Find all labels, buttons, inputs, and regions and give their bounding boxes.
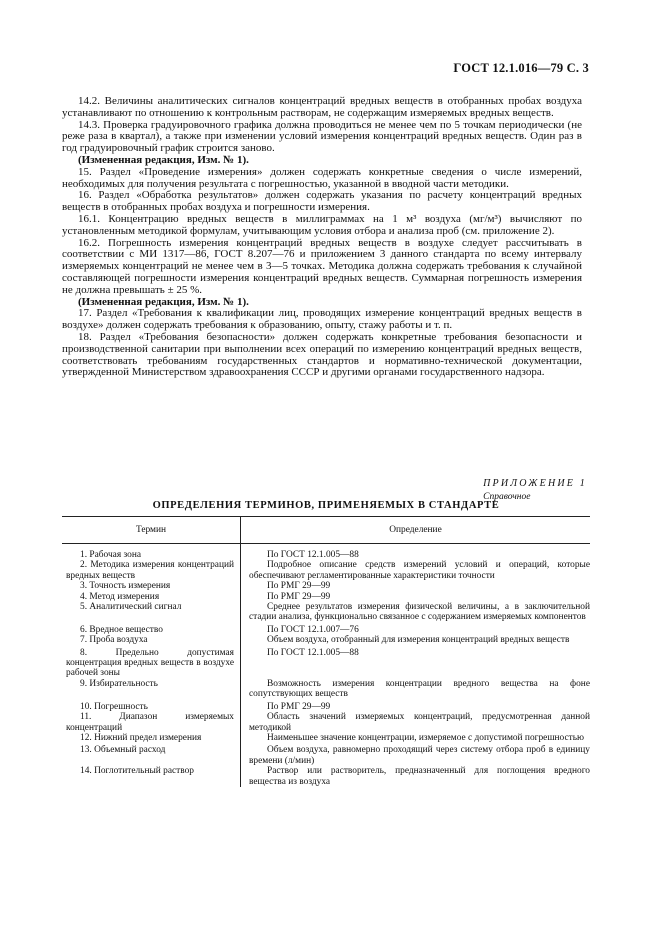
paragraph-18: 18. Раздел «Требования безопасности» должен содержать конкретные требования безопасности и производственной санитарии при выполнении всех операций по измерению концентраций вредных веществ, соответствовать требованиям государственных стандартов и нормативно-технической документации, утвержденной Министерством здравоохранения СССР и другими органами государственного надзора.	[62, 330, 582, 379]
term-cell: 4. Метод измерения	[62, 592, 241, 602]
paragraph-14-2: 14.2. Величины аналитических сигналов концентраций вредных веществ в отобранных пробах воздуха устанавливают по отношению к контрольным растворам, не содержащим измеряемых вредных веществ.	[62, 95, 582, 119]
amendment-note: (Измененная редакция, Изм. № 1).	[78, 153, 249, 166]
table-row	[62, 766, 590, 787]
term-cell: 10. Погрешность	[62, 700, 241, 712]
term-cell: 8. Предельно допустимая концентрация вредных веществ в воздухе рабочей зоны	[62, 646, 241, 679]
definition-cell: По РМГ 29—99	[267, 591, 331, 602]
table-row	[62, 592, 590, 602]
table-row	[62, 700, 590, 712]
term-cell: 12. Нижний предел измерения	[62, 733, 241, 743]
appendix-subtitle: Справочное	[483, 492, 531, 502]
paragraph-15: 15. Раздел «Проведение измерения» должен содержать конкретные сведения о числе измерений, необходимых для получения результата с погрешностью, указанной в вводной части методики.	[62, 165, 582, 190]
definition-cell: По РМГ 29—99	[267, 701, 331, 712]
paragraph-14-3: 14.3. Проверка градуировочного графика должна проводиться не менее чем по 5 точкам периодически (не реже раза в квартал), а также при изменении условий измерения концентраций вредных веществ. Один раз в год градуировочный график строится заново.	[62, 118, 582, 155]
term-cell: 11. Диапазон измеряемых концентраций	[62, 712, 241, 733]
body-text	[62, 96, 582, 379]
table-row	[62, 679, 590, 700]
page-header: ГОСТ 12.1.016—79 С. 3	[453, 61, 589, 75]
column-header-definition: Определение	[241, 517, 591, 544]
table-title: ОПРЕДЕЛЕНИЯ ТЕРМИНОВ, ПРИМЕНЯЕМЫХ В СТАНДАРТЕ	[152, 500, 500, 511]
paragraph-16: 16. Раздел «Обработка результатов» должен содержать указания по расчету концентраций вредных веществ в отобранных пробах воздуха и погрешности измерения.	[62, 189, 582, 214]
definition-cell: Объем воздуха, отобранный для измерения концентраций вредных веществ	[267, 635, 570, 646]
table-row	[62, 712, 590, 733]
table-row	[62, 560, 590, 581]
appendix-title: ПРИЛОЖЕНИЕ 1	[483, 478, 587, 489]
term-cell: 13. Объемный расход	[62, 743, 241, 766]
definition-cell: Подробное описание средств измерений условий и операций, которые обеспечивают регламентированные характеристики точности	[249, 560, 590, 581]
term-cell: 6. Вредное вещество	[62, 623, 241, 635]
definition-cell: По ГОСТ 12.1.005—88	[267, 550, 359, 560]
definition-cell: Область значений измеряемых концентраций, предусмотренная данной методикой	[249, 712, 590, 733]
paragraph-17: 17. Раздел «Требования к квалификации лиц, проводящих измерение концентраций вредных веществ в воздухе» должен содержать требования к образованию, опыту, стажу работы и т. п.	[62, 307, 582, 332]
table-row	[62, 602, 590, 623]
term-cell: 3. Точность измерения	[62, 581, 241, 591]
table-header-row	[62, 517, 590, 544]
definition-cell: Раствор или растворитель, предназначенный для поглощения вредного вещества из воздуха	[249, 766, 590, 787]
term-cell: 9. Избирательность	[62, 679, 241, 700]
definition-cell: По ГОСТ 12.1.005—88	[267, 647, 359, 658]
paragraph-16-2: 16.2. Погрешность измерения концентраций вредных веществ в воздухе следует рассчитывать в соответствии с МИ 1317—86, ГОСТ 8.207—76 и приложением 3 данного стандарта по всему интервалу измеряемых концентраций не менее чем в 3—5 точках. Методика должна содержать требования к случайной составляющей погрешности измерения концентраций вредных веществ. Суммарная погрешность измерения не должна превышать ± 25 %.	[62, 236, 582, 296]
definition-cell: По ГОСТ 12.1.007—76	[267, 624, 359, 635]
definition-cell: Наименьшее значение концентрации, измеряемое с допустимой погрешностью	[267, 732, 585, 743]
table-row	[62, 646, 590, 679]
definition-cell: Объем воздуха, равномерно проходящий через систему отбора проб в единицу времени (л/мин)	[249, 745, 590, 766]
definition-cell: По РМГ 29—99	[267, 581, 331, 592]
definition-cell: Возможность измерения концентрации вредного вещества на фоне сопутствующих веществ	[249, 678, 590, 700]
appendix-label	[483, 478, 587, 502]
table-row	[62, 623, 590, 635]
paragraph-16-1: 16.1. Концентрацию вредных веществ в миллиграммах на 1 м³ воздуха (мг/м³) вычисляют по установленным методикой формулам, учитывающим условия отбора и анализа проб (см. приложение 2).	[62, 212, 582, 237]
term-cell: 14. Поглотительный раствор	[62, 766, 241, 787]
column-header-term: Термин	[62, 517, 241, 544]
table-row	[62, 733, 590, 743]
definition-cell: Среднее результатов измерения физической величины, а в заключительной стадии анализа, функционально связанное с содержанием измеряемых компонентов	[249, 602, 590, 623]
table-row	[62, 743, 590, 766]
table-row	[62, 544, 590, 561]
term-cell: 1. Рабочая зона	[62, 544, 241, 561]
table-row	[62, 635, 590, 645]
term-cell: 7. Проба воздуха	[62, 635, 241, 645]
terms-table	[62, 516, 590, 787]
term-cell: 5. Аналитический сигнал	[62, 602, 241, 623]
table-row	[62, 581, 590, 591]
amendment-note: (Измененная редакция, Изм. № 1).	[78, 295, 249, 308]
term-cell: 2. Методика измерения концентраций вредных веществ	[62, 560, 241, 581]
